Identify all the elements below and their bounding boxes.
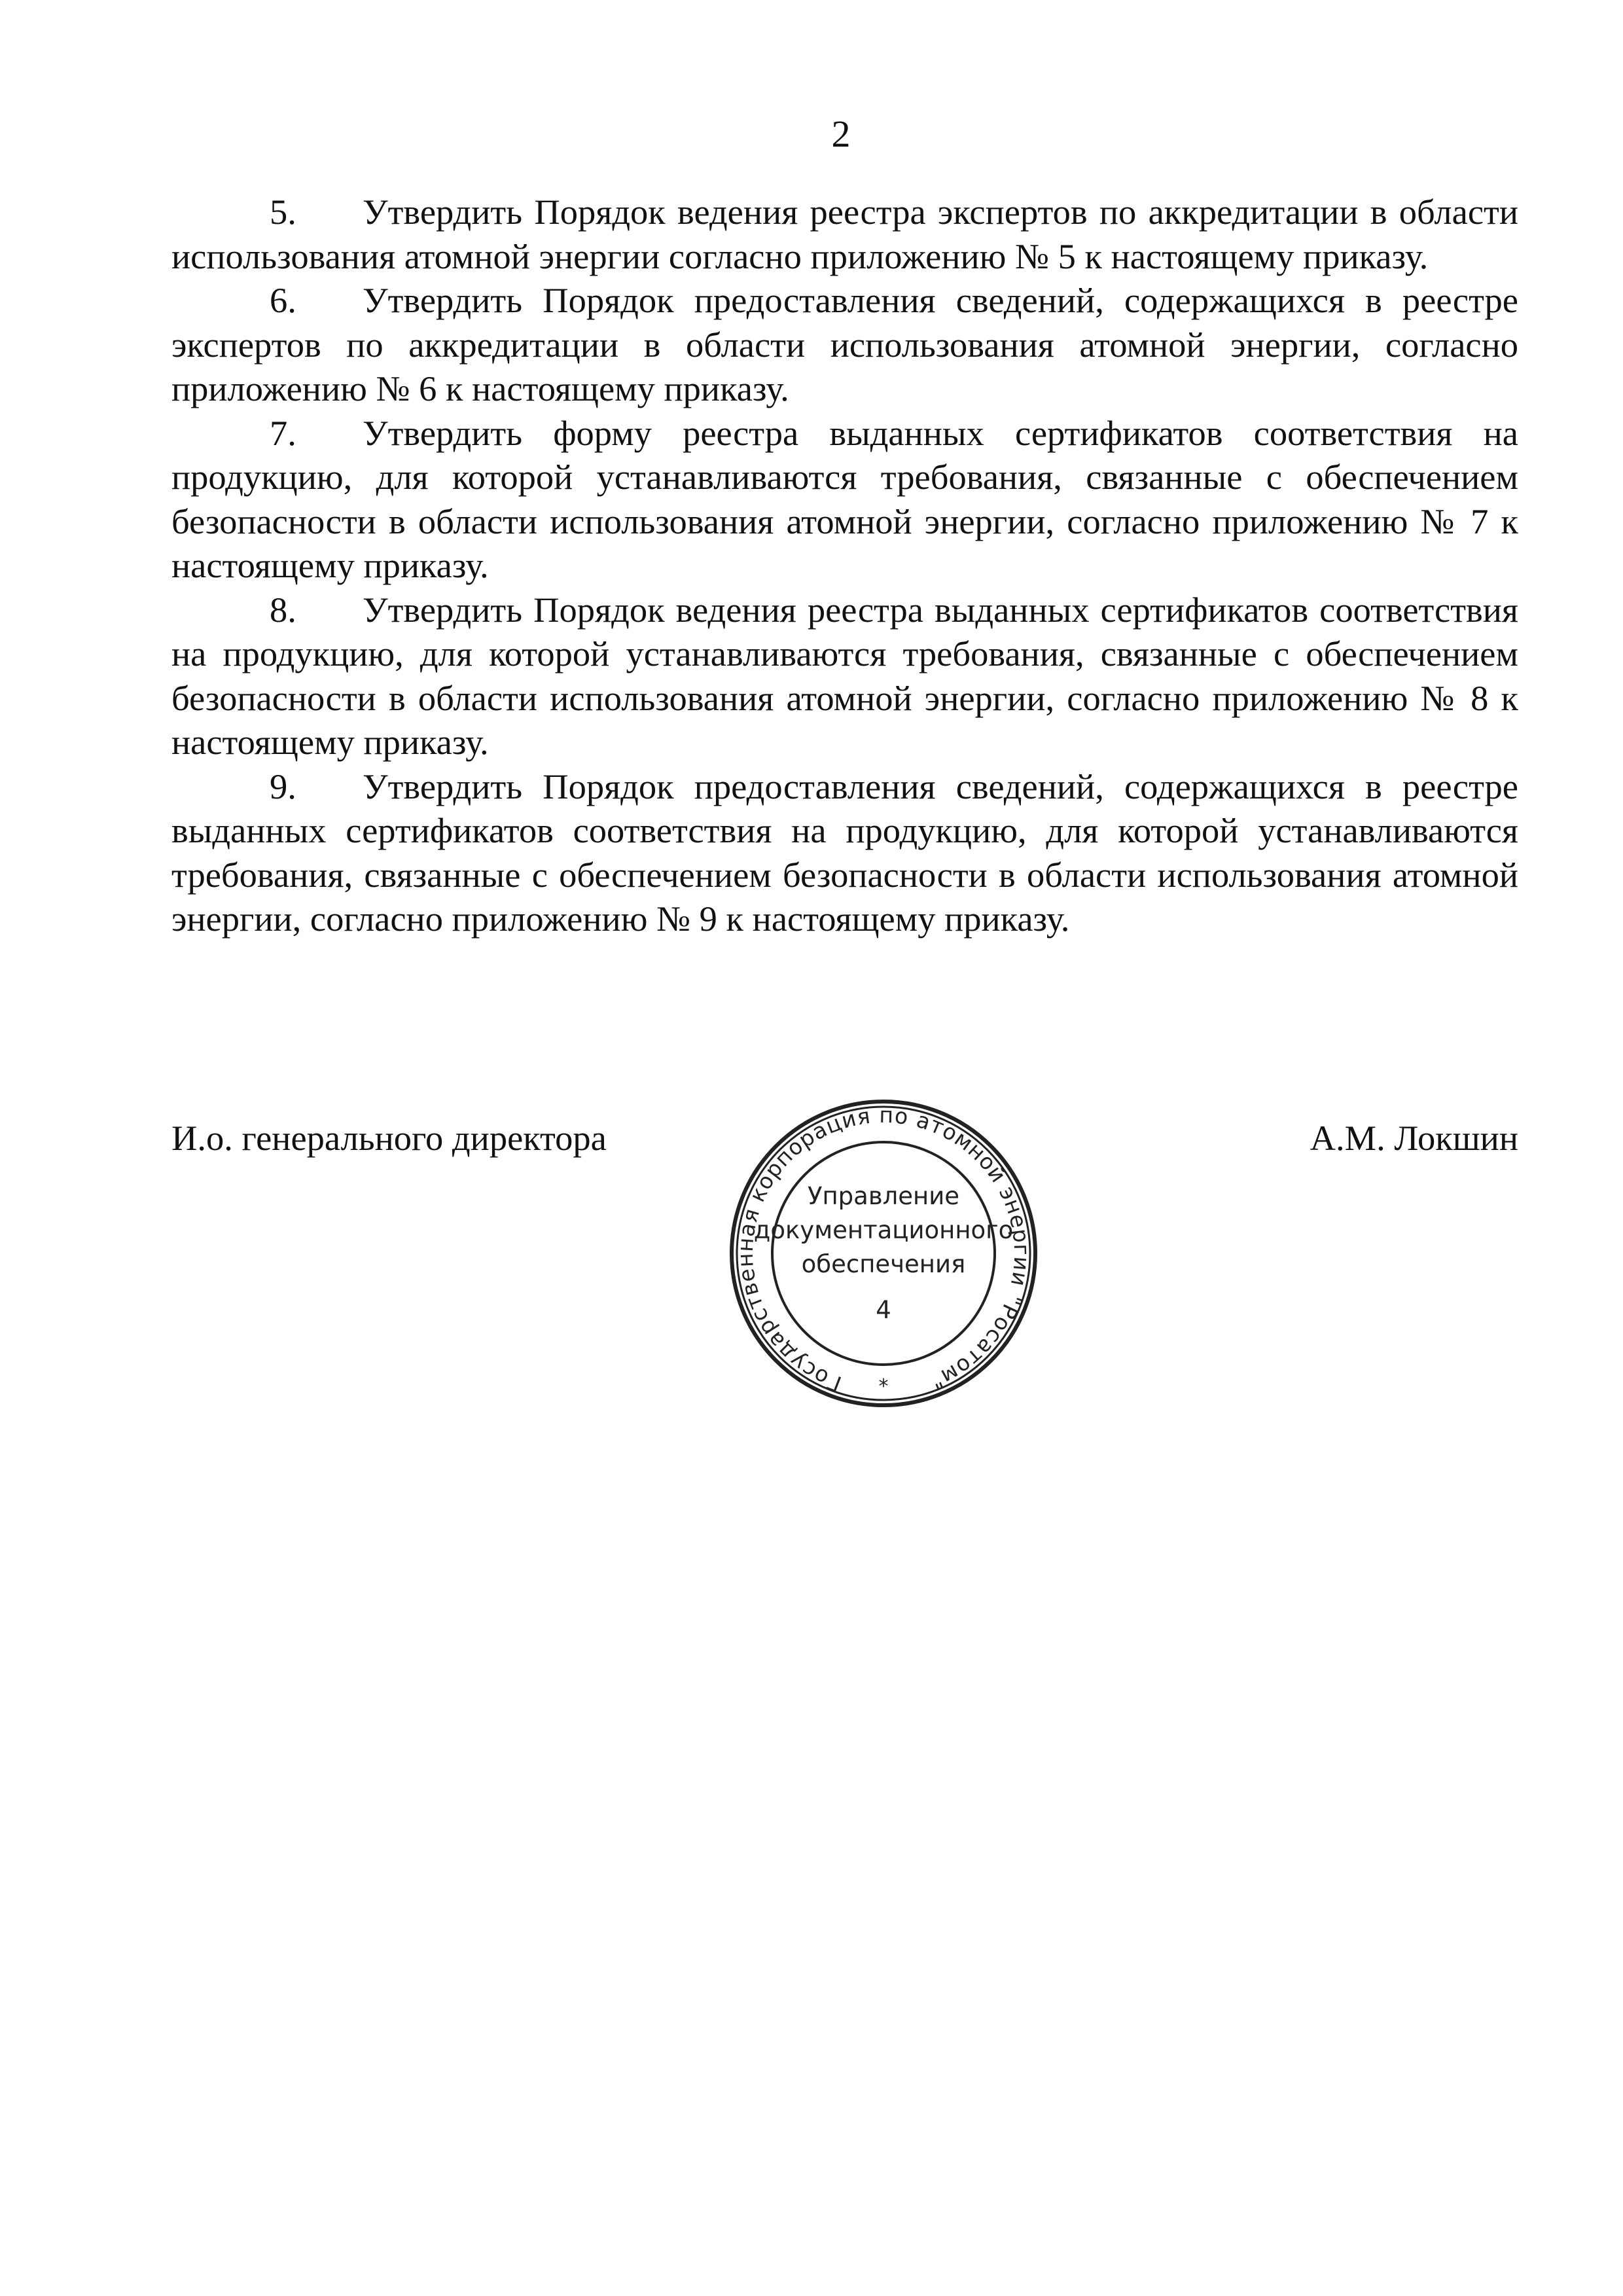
paragraph-text: Утвердить Порядок предоставления сведений, содержащихся в реестре экспертов по аккредитации в области использования атомной энергии, согласно приложению № 6 к настоящему приказу. — [171, 280, 1518, 408]
seal-graphic — [723, 1100, 1044, 1407]
seal-number: 4 — [876, 1296, 891, 1324]
signatory-position: И.о. генерального директора — [171, 1118, 607, 1158]
paragraph-text: Утвердить Порядок ведения реестра выданных сертификатов соответствия на продукцию, для которой устанавливаются требования, связанные с обеспечением безопасности в области использования атомной энергии, согласно приложению № 8 к настоящему приказу. — [171, 589, 1518, 762]
signatory-name: А.М. Локшин — [1310, 1118, 1518, 1158]
paragraph-6 — [171, 278, 1518, 411]
seal-department-line-2: документационного — [753, 1216, 1014, 1244]
paragraph-7 — [171, 411, 1518, 588]
paragraph-number: 7. — [270, 412, 296, 453]
paragraph-number: 5. — [270, 192, 296, 232]
seal-department-line-3: обеспечения — [801, 1250, 966, 1278]
seal-department-line-1: Управление — [807, 1182, 960, 1210]
paragraph-8 — [171, 588, 1518, 764]
paragraph-text: Утвердить Порядок предоставления сведений, содержащихся в реестре выданных сертификатов соответствия на продукцию, для которой устанавливаются требования, связанные с обеспечением безопасности в области использования атомной энергии, согласно приложению № 9 к настоящему приказу. — [171, 766, 1518, 939]
paragraph-5 — [171, 190, 1518, 278]
paragraph-number: 6. — [270, 280, 296, 320]
page-number: 2 — [831, 113, 851, 155]
document-body — [171, 190, 1518, 941]
paragraph-number: 9. — [270, 766, 296, 806]
paragraph-text: Утвердить форму реестра выданных сертификатов соответствия на продукцию, для которой устанавливаются требования, связанные с обеспечением безопасности в области использования атомной энергии, согласно приложению № 7 к настоящему приказу. — [171, 412, 1518, 585]
paragraph-number: 8. — [270, 589, 296, 630]
seal-star-icon: * — [878, 1375, 889, 1398]
official-seal-stamp — [723, 1100, 1044, 1407]
seal-outer-text: Государственная корпорация по атомной энергии "Росатом" — [732, 1102, 1035, 1397]
paragraph-9 — [171, 764, 1518, 941]
paragraph-text: Утвердить Порядок ведения реестра экспертов по аккредитации в области использования атомной энергии согласно приложению № 5 к настоящему приказу. — [171, 192, 1518, 276]
